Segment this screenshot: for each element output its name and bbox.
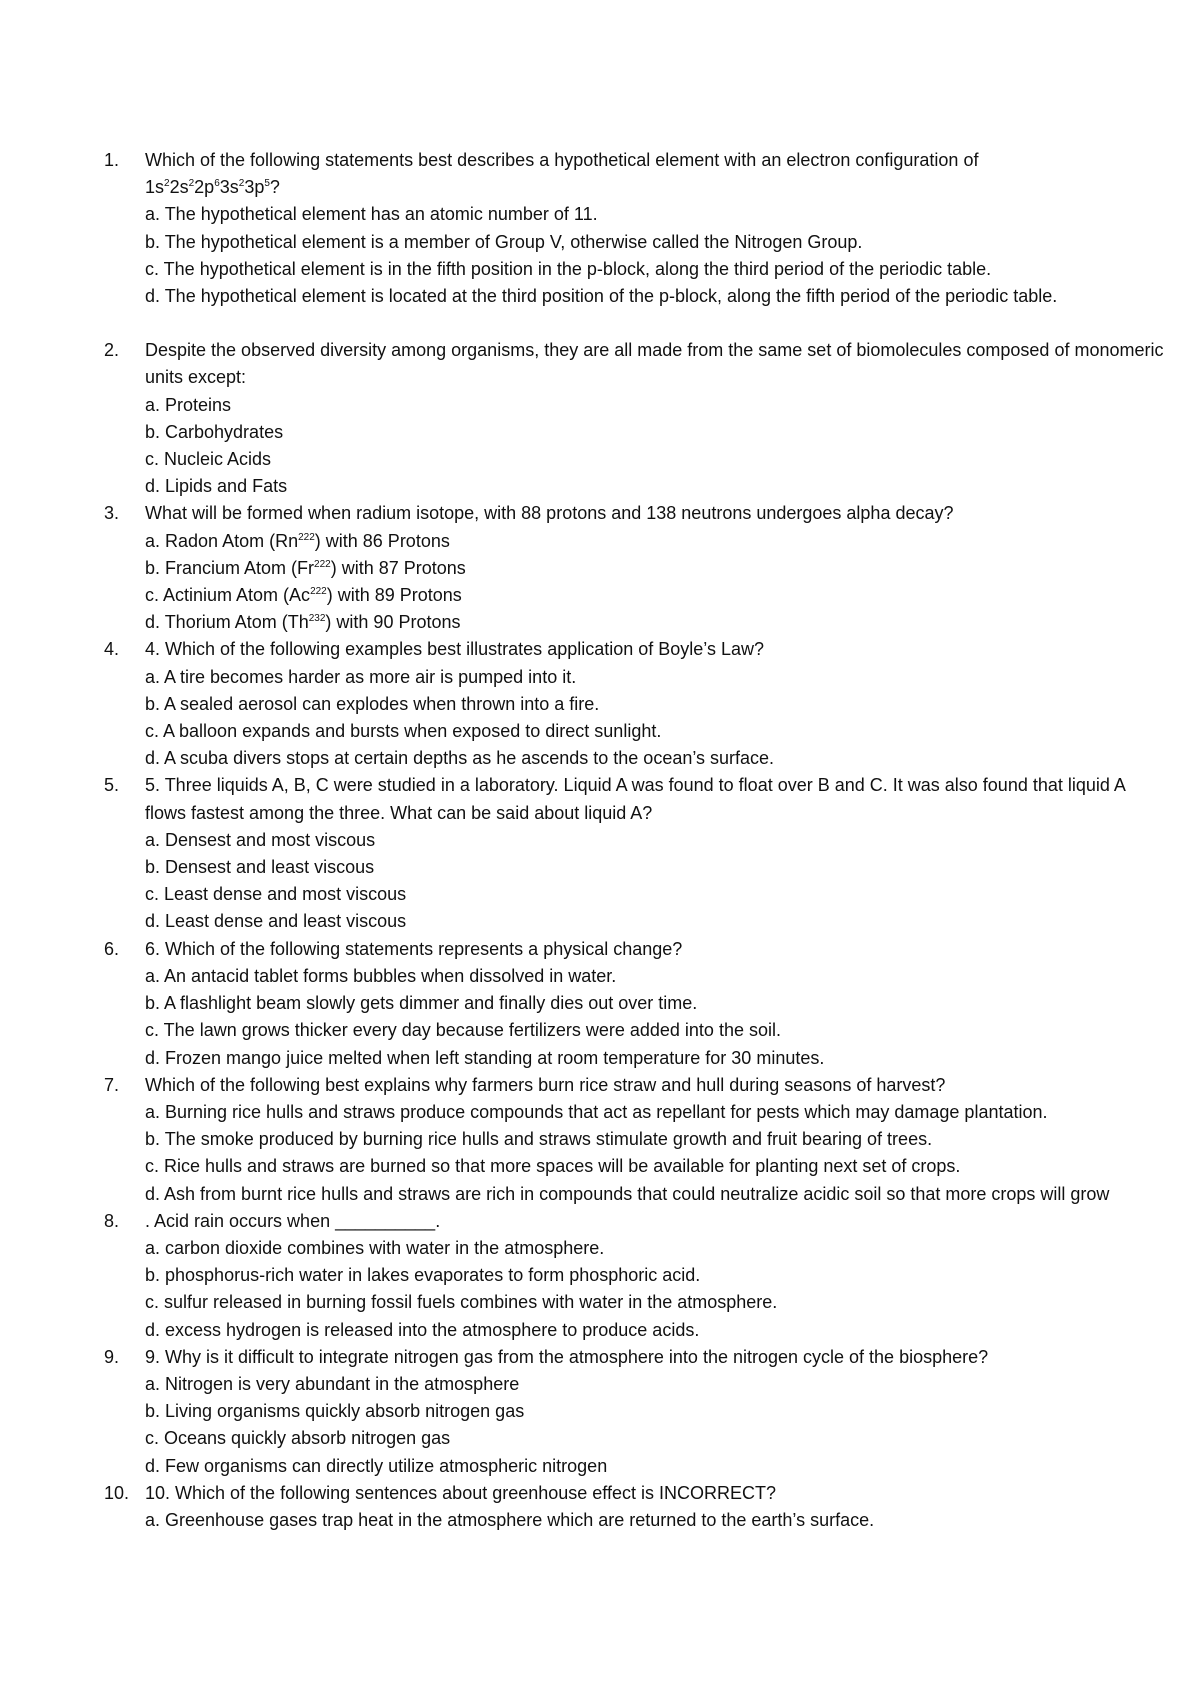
choice-label: a. Radon Atom (Rn <box>145 530 299 551</box>
choice-d: d. excess hydrogen is released into the atmosphere to produce acids. <box>145 1319 700 1340</box>
choice-label-end: ) with 86 Protons <box>314 530 450 551</box>
config-orbital: 3s <box>219 177 239 198</box>
question-number: 6. <box>104 938 120 959</box>
question-number: 10. <box>104 1482 130 1503</box>
electron-configuration <box>145 174 1164 201</box>
question-2 <box>104 337 1164 500</box>
config-orbital: 3p <box>244 177 265 198</box>
choice-b: b. A flashlight beam slowly gets dimmer and finally dies out over time. <box>145 993 698 1014</box>
question-text: Despite the observed diversity among organisms, they are all made from the same set of biomolecules composed of monomeric units except: <box>145 340 1164 388</box>
choice-a: a. Proteins <box>145 394 232 415</box>
choice-d: d. Frozen mango juice melted when left standing at room temperature for 30 minutes. <box>145 1047 825 1068</box>
choice-c: c. The hypothetical element is in the fifth position in the p-block, along the third period of the periodic table. <box>145 258 992 279</box>
choice-a: a. An antacid tablet forms bubbles when dissolved in water. <box>145 965 617 986</box>
question-6 <box>104 936 1164 1072</box>
question-text: 5. Three liquids A, B, C were studied in a laboratory. Liquid A was found to float over B and C. It was also found that liquid A flows fastest among the three. What can be said about liquid A? <box>145 775 1125 823</box>
question-number: 8. <box>104 1210 120 1231</box>
question-7 <box>104 1072 1164 1208</box>
question-5 <box>104 772 1164 935</box>
choice-b: b. Living organisms quickly absorb nitrogen gas <box>145 1401 525 1422</box>
question-number: 9. <box>104 1346 120 1367</box>
config-term <box>170 177 195 197</box>
choice-a: a. Nitrogen is very abundant in the atmosphere <box>145 1373 520 1394</box>
choice-a: a. Burning rice hulls and straws produce compounds that act as repellant for pests which may damage plantation. <box>145 1101 1048 1122</box>
choice-d: d. Few organisms can directly utilize atmospheric nitrogen <box>145 1455 608 1476</box>
choice-label: d. Thorium Atom (Th <box>145 612 309 633</box>
choice-d: d. A scuba divers stops at certain depths as he ascends to the ocean’s surface. <box>145 748 775 769</box>
question-text: Which of the following best explains why farmers burn rice straw and hull during seasons of harvest? <box>145 1074 946 1095</box>
choice-b: b. Carbohydrates <box>145 421 284 442</box>
choice-c: c. Least dense and most viscous <box>145 884 407 905</box>
mass-number: 222 <box>298 531 315 543</box>
mass-number: 222 <box>314 558 331 570</box>
question-number: 1. <box>104 150 120 170</box>
question-9 <box>104 1344 1164 1480</box>
choice-c: c. The lawn grows thicker every day because fertilizers were added into the soil. <box>145 1020 781 1041</box>
choice-label: b. Francium Atom (Fr <box>145 557 315 578</box>
choice-b: b. phosphorus-rich water in lakes evaporates to form phosphoric acid. <box>145 1265 701 1286</box>
question-number: 3. <box>104 503 120 524</box>
question-text: 6. Which of the following statements represents a physical change? <box>145 938 683 959</box>
choice-a: a. Greenhouse gases trap heat in the atmosphere which are returned to the earth’s surface. <box>145 1509 875 1530</box>
choice-label: c. Actinium Atom (Ac <box>145 585 311 606</box>
choice-b: b. The smoke produced by burning rice hulls and straws stimulate growth and fruit bearing of trees. <box>145 1129 933 1150</box>
config-term <box>244 177 270 197</box>
choice-c: c. sulfur released in burning fossil fuels combines with water in the atmosphere. <box>145 1292 778 1313</box>
choice-b: b. Densest and least viscous <box>145 857 375 878</box>
config-term <box>194 177 220 197</box>
choice-d: d. Ash from burnt rice hulls and straws are rich in compounds that could neutralize acidic soil so that more crops will grow <box>145 1183 1110 1204</box>
choice-c: c. Rice hulls and straws are burned so that more spaces will be available for planting next set of crops. <box>145 1156 961 1177</box>
question-number: 2. <box>104 340 120 361</box>
config-electron-count: 6 <box>214 178 220 190</box>
question-10 <box>104 1480 1164 1534</box>
choice-d: d. Least dense and least viscous <box>145 911 407 932</box>
question-number: 5. <box>104 775 120 796</box>
choice-b: b. The hypothetical element is a member of Group V, otherwise called the Nitrogen Group. <box>145 231 863 252</box>
config-orbital: 2s <box>169 177 189 198</box>
choice-c <box>145 582 1164 609</box>
choice-d: d. The hypothetical element is located at the third position of the p-block, along the fifth period of the periodic table. <box>145 286 1058 307</box>
question-3 <box>104 500 1164 636</box>
question-text: 4. Which of the following examples best illustrates application of Boyle’s Law? <box>145 639 764 660</box>
choice-c: c. A balloon expands and bursts when exposed to direct sunlight. <box>145 721 662 742</box>
question-text: . Acid rain occurs when __________. <box>145 1210 441 1231</box>
question-8 <box>104 1208 1164 1344</box>
question-text: What will be formed when radium isotope, with 88 protons and 138 neutrons undergoes alpha decay? <box>145 503 954 524</box>
choice-b: b. A sealed aerosol can explodes when thrown into a fire. <box>145 693 600 714</box>
choice-label-end: ) with 90 Protons <box>325 612 461 633</box>
config-term <box>220 177 245 197</box>
choice-a: a. carbon dioxide combines with water in the atmosphere. <box>145 1237 605 1258</box>
question-text: 9. Why is it difficult to integrate nitrogen gas from the atmosphere into the nitrogen cycle of the biosphere? <box>145 1346 989 1367</box>
choice-a: a. Densest and most viscous <box>145 829 376 850</box>
choice-a: a. A tire becomes harder as more air is pumped into it. <box>145 666 577 687</box>
question-mark: ? <box>269 177 280 198</box>
choice-c: c. Nucleic Acids <box>145 449 272 470</box>
config-orbital: 1s <box>145 177 165 198</box>
question-text: 10. Which of the following sentences about greenhouse effect is INCORRECT? <box>145 1482 777 1503</box>
config-electron-count: 2 <box>238 178 245 190</box>
mass-number: 222 <box>310 586 327 598</box>
question-text <box>145 147 1164 201</box>
question-stem: Which of the following statements best describes a hypothetical element with an electron configuration of <box>145 150 979 170</box>
choice-a <box>145 528 1164 555</box>
question-4 <box>104 636 1164 772</box>
config-orbital: 2p <box>194 177 215 198</box>
question-number: 7. <box>104 1074 120 1095</box>
config-term <box>145 177 170 197</box>
choice-b <box>145 555 1164 582</box>
question-list <box>104 147 1164 1534</box>
question-number: 4. <box>104 639 120 660</box>
choice-label-end: ) with 89 Protons <box>326 585 462 606</box>
config-electron-count: 5 <box>264 178 270 190</box>
choice-d: d. Lipids and Fats <box>145 476 288 497</box>
choice-label-end: ) with 87 Protons <box>330 557 466 578</box>
choice-d <box>145 609 1164 636</box>
mass-number: 232 <box>308 613 326 625</box>
config-electron-count: 2 <box>164 178 170 190</box>
choice-c: c. Oceans quickly absorb nitrogen gas <box>145 1428 451 1449</box>
question-1 <box>104 147 1164 310</box>
config-electron-count: 2 <box>188 178 195 190</box>
choice-a: a. The hypothetical element has an atomic number of 11. <box>145 204 598 225</box>
